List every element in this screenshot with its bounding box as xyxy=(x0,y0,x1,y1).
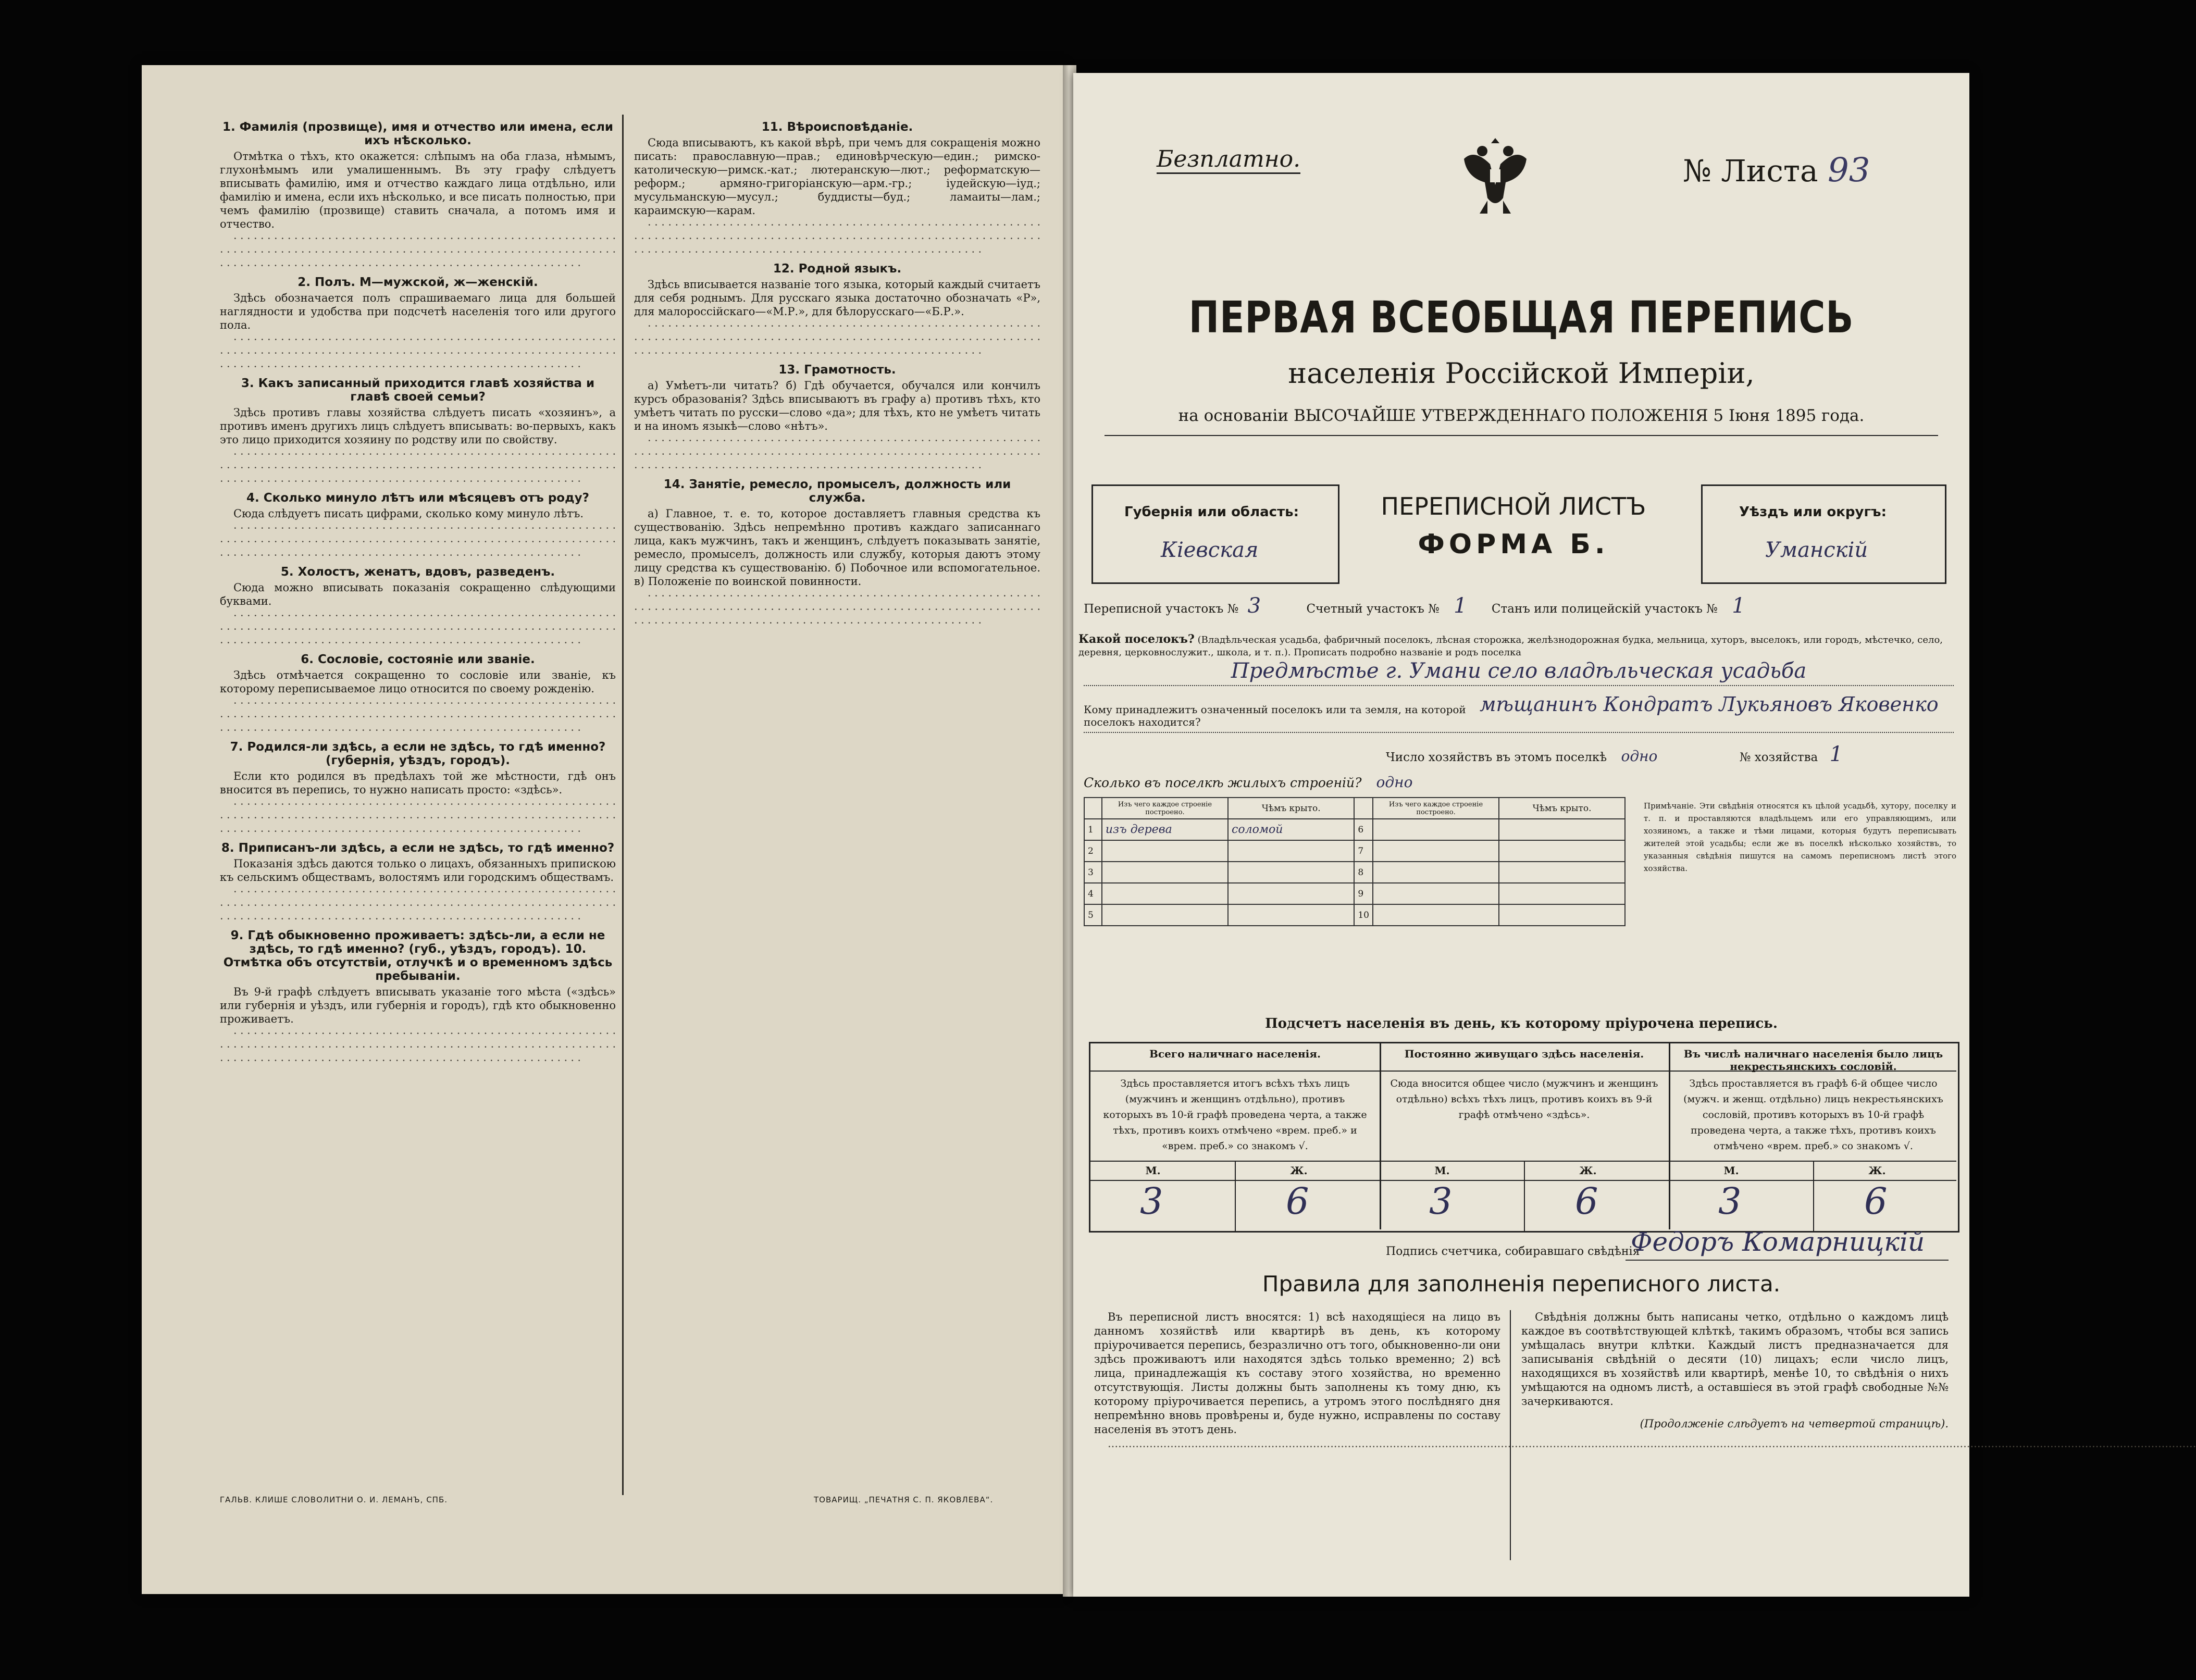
col1-heading: 6. Сословіе, состояніе или званіе. xyxy=(301,653,535,666)
building-row-number: 10 xyxy=(1354,904,1373,926)
header-rule xyxy=(1105,435,1938,436)
rules-continued: (Продолженіе слѣдуетъ на четвертой страницѣ). xyxy=(1640,1417,1949,1430)
stan-label: Станъ или полицейскій участокъ № xyxy=(1491,602,1718,616)
male-label: М. xyxy=(1723,1164,1739,1177)
household-no-value: 1 xyxy=(1829,742,1843,766)
col1-filler-text: · · · · · · · · · · · · · · · · · · · · · · · · · · · · · · · · · · · · · · · · · · · · · · · · · · · · · · · · · · · · · · · · · · · · · · · · · · · · · · · · · · · · · · · · · · · · · · · · · · · · · · · · · · · · · · · · · · · · · · · · · · · · · · · · · · · · · · · · · · · · · · · · · · · · · · · · · · · · · · · · · · · · · · · · · · xyxy=(220,609,616,649)
col1-heading: 1. Фамилія (прозвище), имя и отчество или имена, если ихъ нѣсколько. xyxy=(222,120,614,147)
col1-text: Сюда слѣдуетъ писать цифрами, сколько кому минуло лѣтъ. xyxy=(233,507,584,520)
settlement-value: Предмѣстье г. Умани село владѣльческая усадьба xyxy=(1231,659,1807,683)
buildings-col-built-2: Изъ чего каждое строеніе построено. xyxy=(1373,798,1499,819)
census-district-value: 3 xyxy=(1247,594,1261,618)
form-title: ПЕРЕПИСНОЙ ЛИСТЪ xyxy=(1381,492,1646,520)
col1-filler-text: · · · · · · · · · · · · · · · · · · · · · · · · · · · · · · · · · · · · · · · · · · · · · · · · · · · · · · · · · · · · · · · · · · · · · · · · · · · · · · · · · · · · · · · · · · · · · · · · · · · · · · · · · · · · · · · · · · · · · · · · · · · · · · · · · · · · · · · · · · · · · · · · · · · · · · · · · · · · · · · · · · · · · · · · · · xyxy=(220,798,616,838)
building-material xyxy=(1373,904,1499,926)
building-row-number: 1 xyxy=(1084,819,1102,840)
building-material xyxy=(1373,819,1499,840)
building-material xyxy=(1102,883,1228,904)
female-label: Ж. xyxy=(1579,1164,1597,1177)
settlement-hint: (Владѣльческая усадьба, фабричный поселокъ, лѣсная сторожка, желѣзнодорожная будка, мельница, хуторъ, выселокъ, или городъ, мѣстечко, село, деревня, церковнослужит., школа, и т. п.). Прописать подробно названіе и родъ поселка xyxy=(1078,634,1943,658)
districts-row xyxy=(1084,594,1964,618)
building-roof xyxy=(1228,862,1354,883)
rules-right-paragraph: Свѣдѣнія должны быть написаны четко, отдѣльно о каждомъ лицѣ каждое въ соотвѣтствующей клѣткѣ, такимъ образомъ, чтобы вся запись умѣщалась внутри клѣтки. Каждый листъ предназначается для записыванія свѣдѣній о десяти (10) лицахъ; если число лицъ, находящихся въ хозяйствѣ или квартирѣ, менѣе 10, то свѣдѣнія о нихъ умѣщаются на одномъ листѣ, а оставшіеся въ этой графѣ свободные №№ зачеркиваются. xyxy=(1521,1311,1949,1408)
count-district-label: Счетный участокъ № xyxy=(1306,602,1440,616)
rules-left-paragraph: Въ переписной листъ вносятся: 1) всѣ находящіеся на лицо въ данномъ хозяйствѣ или квартирѣ въ день, къ которому пріурочивается перепись, безразлично отъ того, обыкновенно-ли они здѣсь проживаютъ или находятся здѣсь только временно; 2) всѣ лица, принадлежащія къ составу этого хозяйства, но временно отсутствующія. Листы должны быть заполнены къ тому дню, къ которому пріурочивается перепись, а утромъ этого послѣдняго дня непремѣнно вновь провѣрены и, буде нужно, исправлены по составу населенія въ этотъ день. xyxy=(1094,1311,1500,1436)
buildings-row xyxy=(1084,774,1412,791)
buildings-col-roof: Чѣмъ крыто. xyxy=(1228,798,1354,819)
count-column-heading: Въ числѣ наличнаго населенія было лицъ некрестьянскихъ сословій. xyxy=(1683,1048,1943,1073)
male-count: 3 xyxy=(1718,1180,1742,1223)
rules-divider xyxy=(1510,1310,1511,1560)
col1-text: Показанія здѣсь даются только о лицахъ, обязанныхъ припискою къ сельскимъ обществамъ, волостямъ или городскимъ обществамъ. xyxy=(220,857,616,883)
count-column-description: Сюда вносится общее число (мужчинъ и женщинъ отдѣльно) всѣхъ тѣхъ лицъ, противъ коихъ въ 9-й графѣ отмѣчено «здѣсь». xyxy=(1390,1078,1658,1121)
sheet-number-value: 93 xyxy=(1827,151,1870,190)
building-material xyxy=(1102,840,1228,862)
stan-value: 1 xyxy=(1732,594,1745,618)
pc-sex-rule xyxy=(1089,1161,1956,1162)
owner-line xyxy=(1084,732,1954,733)
col1-heading: 4. Сколько минуло лѣтъ или мѣсяцевъ отъ роду? xyxy=(246,491,589,505)
pc-divider-1 xyxy=(1380,1042,1381,1229)
pc-divider-2 xyxy=(1669,1042,1670,1229)
building-row-number: 7 xyxy=(1354,840,1373,862)
form-legal-basis: на основаніи ВЫСОЧАЙШЕ УТВЕРЖДЕННАГО ПОЛОЖЕНІЯ 5 Іюня 1895 года. xyxy=(1178,406,1865,425)
sheet-number xyxy=(1683,151,1870,190)
building-row-number: 5 xyxy=(1084,904,1102,926)
settlement-label: Какой поселокъ? xyxy=(1078,632,1195,646)
female-label: Ж. xyxy=(1290,1164,1308,1177)
col1-heading: 8. Приписанъ-ли здѣсь, а если не здѣсь, то гдѣ именно? xyxy=(221,841,615,855)
owner-label: Кому принадлежитъ означенный поселокъ или та земля, на которой поселокъ находится? xyxy=(1084,703,1466,728)
building-material xyxy=(1373,840,1499,862)
column-divider xyxy=(622,115,624,1495)
form-subtitle: населенія Россійской Имперіи, xyxy=(1288,357,1755,390)
building-row-number: 9 xyxy=(1354,883,1373,904)
count-column-description: Здѣсь проставляется итогъ всѣхъ тѣхъ лицъ (мужчинъ и женщинъ отдѣльно), противъ которыхъ въ 10-й графѣ проведена черта, а также тѣхъ, противъ коихъ отмѣчено «врем. преб.» и «врем. преб.» со знакомъ √. xyxy=(1103,1078,1367,1152)
col2-filler-text: · · · · · · · · · · · · · · · · · · · · · · · · · · · · · · · · · · · · · · · · · · · · · · · · · · · · · · · · · · · · · · · · · · · · · · · · · · · · · · · · · · · · · · · · · · · · · · · · · · · · · · · · · · · · · · · · · · · · · · · · · · · · · · · · · · · · · · · · · · · · · · · · · · · · · · · · · · · · · · · · · · · · · · · · · · xyxy=(634,590,1040,629)
col1-heading: 5. Холостъ, женатъ, вдовъ, разведенъ. xyxy=(280,565,555,579)
col1-text: Въ 9-й графѣ слѣдуетъ вписывать указаніе того мѣста («здѣсь» или губернія и уѣздъ, или губернія и городъ), гдѣ кто обыкновенно проживаетъ. xyxy=(220,986,616,1025)
building-roof xyxy=(1499,904,1625,926)
col1-heading: 3. Какъ записанный приходится главѣ хозяйства и главѣ своей семьи? xyxy=(241,377,595,404)
left-page xyxy=(142,65,1064,1594)
buildings-col-built: Изъ чего каждое строеніе построено. xyxy=(1102,798,1228,819)
col2-filler-text: · · · · · · · · · · · · · · · · · · · · · · · · · · · · · · · · · · · · · · · · · · · · · · · · · · · · · · · · · · · · · · · · · · · · · · · · · · · · · · · · · · · · · · · · · · · · · · · · · · · · · · · · · · · · · · · · · · · · · · · · · · · · · · · · · · · · · · · · · · · · · · · · · · · · · · · · · · · · · · · · · · · · · · · · · · xyxy=(634,320,1040,359)
double-headed-eagle-icon xyxy=(1454,128,1537,219)
gubernia-box xyxy=(1091,484,1339,584)
col2-text: Сюда вписываютъ, къ какой вѣрѣ, при чемъ для сокращенія можно писать: православную—прав.; единовѣрческую—един.; римско-католическую—римск.-кат.; лютеранскую—лют.; реформатскую—реформ.; армяно-григоріанскую—арм.-гр.; іудейскую—іуд.; мусульманскую—мусул.; буддисты—буд.; ламаиты—лам.; караимскую—карам. xyxy=(634,136,1040,217)
form-title-box xyxy=(1342,484,1685,581)
female-count: 6 xyxy=(1286,1180,1309,1223)
female-count: 6 xyxy=(1864,1180,1888,1223)
sheet-number-label: № Листа xyxy=(1683,153,1818,189)
gubernia-value: Кіевская xyxy=(1161,538,1259,562)
col1-filler-text: · · · · · · · · · · · · · · · · · · · · · · · · · · · · · · · · · · · · · · · · · · · · · · · · · · · · · · · · · · · · · · · · · · · · · · · · · · · · · · · · · · · · · · · · · · · · · · · · · · · · · · · · · · · · · · · · · · · · · · · · · · · · · · · · · · · · · · · · · · · · · · · · · · · · · · · · · · · · · · · · · · · · · · · · · · xyxy=(220,522,616,562)
printer-footer-right: ТОВАРИЩ. „ПЕЧАТНЯ С. П. ЯКОВЛЕВА“. xyxy=(814,1495,994,1504)
building-roof xyxy=(1228,904,1354,926)
building-roof xyxy=(1499,840,1625,862)
form-code: ФОРМА Б. xyxy=(1418,529,1609,560)
population-count-table xyxy=(1089,1042,1959,1233)
count-district-value: 1 xyxy=(1454,594,1467,618)
building-material: изъ дерева xyxy=(1102,819,1228,840)
building-roof xyxy=(1499,819,1625,840)
buildings-value: одно xyxy=(1376,774,1413,791)
male-count: 3 xyxy=(1140,1180,1163,1223)
census-district-label: Переписной участокъ № xyxy=(1084,602,1239,616)
building-row xyxy=(1084,904,1625,926)
col1-filler-text: · · · · · · · · · · · · · · · · · · · · · · · · · · · · · · · · · · · · · · · · · · · · · · · · · · · · · · · · · · · · · · · · · · · · · · · · · · · · · · · · · · · · · · · · · · · · · · · · · · · · · · · · · · · · · · · · · · · · · · · · · · · · · · · · · · · · · · · · · · · · · · · · · · · · · · · · · · · · · · · · · · · · · · · · · · xyxy=(220,697,616,737)
settlement-row xyxy=(1078,633,1959,659)
households-row xyxy=(1386,742,1843,766)
count-column-heading: Постоянно живущаго здѣсь населенія. xyxy=(1404,1048,1644,1060)
col1-filler-text: · · · · · · · · · · · · · · · · · · · · · · · · · · · · · · · · · · · · · · · · · · · · · · · · · · · · · · · · · · · · · · · · · · · · · · · · · · · · · · · · · · · · · · · · · · · · · · · · · · · · · · · · · · · · · · · · · · · · · · · · · · · · · · · · · · · · · · · · · · · · · · · · · · · · · · · · · · · · · · · · · · · · · · · · · · xyxy=(220,232,616,272)
buildings-table xyxy=(1084,797,1626,926)
sex-divider xyxy=(1235,1161,1236,1231)
col2-filler-text: · · · · · · · · · · · · · · · · · · · · · · · · · · · · · · · · · · · · · · · · · · · · · · · · · · · · · · · · · · · · · · · · · · · · · · · · · · · · · · · · · · · · · · · · · · · · · · · · · · · · · · · · · · · · · · · · · · · · · · · · · · · · · · · · · · · · · · · · · · · · · · · · · · · · · · · · · · · · · · · · · · · · · · · · · · xyxy=(634,219,1040,258)
male-label: М. xyxy=(1434,1164,1450,1177)
rules-left-filler: ......................................................................................................................................................................................................................................................................................................................... xyxy=(1108,1437,2196,1450)
building-material xyxy=(1373,883,1499,904)
printer-footer-left: ГАЛЬВ. КЛИШЕ СЛОВОЛИТНИ О. И. ЛЕМАНЪ, СПБ. xyxy=(220,1495,448,1504)
col2-heading: 11. Вѣроисповѣданіе. xyxy=(761,120,913,134)
building-row xyxy=(1084,862,1625,883)
col2-heading: 14. Занятіе, ремесло, промыселъ, должность или служба. xyxy=(663,478,1011,505)
col1-filler-text: · · · · · · · · · · · · · · · · · · · · · · · · · · · · · · · · · · · · · · · · · · · · · · · · · · · · · · · · · · · · · · · · · · · · · · · · · · · · · · · · · · · · · · · · · · · · · · · · · · · · · · · · · · · · · · · · · · · · · · · · · · · · · · · · · · · · · · · · · · · · · · · · · · · · · · · · · · · · · · · · · · · · · · · · · · xyxy=(220,1027,616,1067)
building-row-number: 8 xyxy=(1354,862,1373,883)
building-row-number: 6 xyxy=(1354,819,1373,840)
col1-heading: 2. Полъ. М—мужской, ж—женскій. xyxy=(297,276,538,289)
buildings-note: Примѣчаніе. Эти свѣдѣнія относятся къ цѣлой усадьбѣ, хутору, поселку и т. п. и проставляются владѣльцемъ или его управляющимъ, или хозяиномъ, а также и тѣми лицами, которыя будутъ переписывать жителей этой усадьбы; если же въ поселкѣ нѣсколько хозяйствъ, то указанныя свѣдѣнія пишутся на самомъ переписномъ листѣ этого хозяйства. xyxy=(1644,801,1956,873)
col2-text: Здѣсь вписывается названіе того языка, который каждый считаетъ для себя роднымъ. Для русскаго языка достаточно обозначать «Р», для малороссійскаго—«М.Р.», для бѣлорусскаго—«Б.Р.». xyxy=(634,278,1040,318)
rules-right-text xyxy=(1521,1310,1949,1560)
male-label: М. xyxy=(1145,1164,1161,1177)
col1-text: Здѣсь обозначается полъ спрашиваемаго лица для большей наглядности и удобства при подсчетѣ населенія того или другого пола. xyxy=(220,292,616,331)
households-value: одно xyxy=(1621,748,1658,765)
building-material xyxy=(1102,904,1228,926)
building-row-number: 4 xyxy=(1084,883,1102,904)
building-row-number: 2 xyxy=(1084,840,1102,862)
count-column-heading: Всего наличнаго населенія. xyxy=(1149,1048,1321,1060)
building-material xyxy=(1102,862,1228,883)
signature-label: Подпись счетчика, собиравшаго свѣдѣнія xyxy=(1386,1245,1640,1258)
sex-divider xyxy=(1524,1161,1525,1231)
col1-text: Здѣсь противъ главы хозяйства слѣдуетъ писать «хозяинъ», а противъ именъ другихъ лицъ слѣдуетъ вписывать: во-первыхъ, какъ это лицо приходится хозяину по родству или по свойству. xyxy=(220,406,616,446)
col2-filler-text: · · · · · · · · · · · · · · · · · · · · · · · · · · · · · · · · · · · · · · · · · · · · · · · · · · · · · · · · · · · · · · · · · · · · · · · · · · · · · · · · · · · · · · · · · · · · · · · · · · · · · · · · · · · · · · · · · · · · · · · · · · · · · · · · · · · · · · · · · · · · · · · · · · · · · · · · · · · · · · · · · · · · · · · · · · xyxy=(634,434,1040,474)
instructions-column-2 xyxy=(634,117,1040,1482)
form-main-title: ПЕРВАЯ ВСЕОБЩАЯ ПЕРЕПИСЬ xyxy=(1188,292,1854,343)
col2-heading: 12. Родной языкъ. xyxy=(773,262,902,276)
female-label: Ж. xyxy=(1868,1164,1886,1177)
population-count-title: Подсчетъ населенія въ день, къ которому пріурочена перепись. xyxy=(1265,1016,1778,1031)
rules-title: Правила для заполненія переписного листа. xyxy=(1262,1271,1781,1297)
building-material xyxy=(1373,862,1499,883)
col2-heading: 13. Грамотность. xyxy=(778,363,896,377)
building-row xyxy=(1084,883,1625,904)
building-roof: соломой xyxy=(1228,819,1354,840)
col2-text: а) Главное, т. е. то, которое доставляетъ главныя средства къ существованію. Здѣсь непремѣнно противъ каждаго записаннаго лица, какъ мужчинъ, такъ и женщинъ, слѣдуетъ показывать занятіе, ремесло, промыселъ, должность или службу, которыя даютъ этому лицу средства къ существованію. б) Побочное или вспомогательное. в) Положеніе по воинской повинности. xyxy=(634,507,1040,588)
signature-value: Федоръ Комарницкій xyxy=(1631,1227,1925,1257)
col1-filler-text: · · · · · · · · · · · · · · · · · · · · · · · · · · · · · · · · · · · · · · · · · · · · · · · · · · · · · · · · · · · · · · · · · · · · · · · · · · · · · · · · · · · · · · · · · · · · · · · · · · · · · · · · · · · · · · · · · · · · · · · · · · · · · · · · · · · · · · · · · · · · · · · · · · · · · · · · · · · · · · · · · · · · · · · · · · xyxy=(220,333,616,373)
col1-text: Отмѣтка о тѣхъ, кто окажется: слѣпымъ на оба глаза, нѣмымъ, глухонѣмымъ или умалишеннымъ. Въ эту графу слѣдуетъ вписывать фамилію, имя и отчество каждаго лица отдѣльно, или фамилію и имена, если ихъ нѣсколько, и все писать полностью, при чемъ фамилію (прозвище) ставить сначала, а потомъ имя и отчество. xyxy=(220,150,616,230)
building-roof xyxy=(1499,883,1625,904)
male-count: 3 xyxy=(1429,1180,1453,1223)
col1-text: Здѣсь отмѣчается сокращенно то сословіе или званіе, къ которому переписываемое лицо относится по своему рожденію. xyxy=(220,669,616,695)
owner-value: мѣщанинъ Кондратъ Лукьяновъ Яковенко xyxy=(1480,693,1939,716)
buildings-col-roof-2: Чѣмъ крыто. xyxy=(1499,798,1625,819)
sex-divider xyxy=(1813,1161,1814,1231)
instructions-column-1 xyxy=(220,117,616,1482)
building-roof xyxy=(1499,862,1625,883)
col1-filler-text: · · · · · · · · · · · · · · · · · · · · · · · · · · · · · · · · · · · · · · · · · · · · · · · · · · · · · · · · · · · · · · · · · · · · · · · · · · · · · · · · · · · · · · · · · · · · · · · · · · · · · · · · · · · · · · · · · · · · · · · · · · · · · · · · · · · · · · · · · · · · · · · · · · · · · · · · · · · · · · · · · · · · · · · · · · xyxy=(220,886,616,925)
buildings-label: Сколько въ поселкѣ жилыхъ строеній? xyxy=(1084,775,1362,790)
female-count: 6 xyxy=(1575,1180,1598,1223)
col1-text: Сюда можно вписывать показанія сокращенно слѣдующими буквами. xyxy=(220,581,616,607)
signature-line xyxy=(1626,1260,1949,1261)
uezd-box xyxy=(1701,484,1946,584)
building-roof xyxy=(1228,883,1354,904)
col2-text: а) Умѣетъ-ли читать? б) Гдѣ обучается, обучался или кончилъ курсъ образованія? Здѣсь вписываютъ въ графу а) противъ тѣхъ, кто умѣетъ читать по русски—слово «да»; для тѣхъ, кто не умѣетъ читать и на иномъ языкѣ—слово «нѣтъ». xyxy=(634,379,1040,432)
uezd-value: Уманскій xyxy=(1765,538,1868,562)
household-no-label: № хозяйства xyxy=(1739,751,1818,764)
building-row xyxy=(1084,819,1625,840)
free-label: Безплатно. xyxy=(1157,146,1300,174)
col1-heading: 9. Гдѣ обыкновенно проживаетъ: здѣсь-ли, а если не здѣсь, то гдѣ именно? (губ., уѣздъ, городъ). 10. Отмѣтка объ отсутствіи, отлучкѣ и о временномъ здѣсь пребываніи. xyxy=(223,929,613,983)
building-roof xyxy=(1228,840,1354,862)
count-column-description: Здѣсь проставляется въ графѣ 6-й общее число (мужч. и женщ. отдѣльно) лицъ некрестьянскихъ сословій, противъ которыхъ въ 10-й графѣ проведена черта, а также тѣхъ, противъ коихъ отмѣчено «врем. преб.» со знакомъ √. xyxy=(1683,1078,1943,1152)
uezd-label: Уѣздъ или округъ: xyxy=(1739,504,1887,520)
households-label: Число хозяйствъ въ этомъ поселкѣ xyxy=(1386,751,1607,764)
pc-value-rule xyxy=(1089,1180,1956,1181)
col1-heading: 7. Родился-ли здѣсь, а если не здѣсь, то гдѣ именно? (губернія, уѣздъ, городъ). xyxy=(230,740,606,767)
col1-filler-text: · · · · · · · · · · · · · · · · · · · · · · · · · · · · · · · · · · · · · · · · · · · · · · · · · · · · · · · · · · · · · · · · · · · · · · · · · · · · · · · · · · · · · · · · · · · · · · · · · · · · · · · · · · · · · · · · · · · · · · · · · · · · · · · · · · · · · · · · · · · · · · · · · · · · · · · · · · · · · · · · · · · · · · · · · · xyxy=(220,448,616,488)
right-page xyxy=(1073,73,2196,1597)
gubernia-label: Губернія или область: xyxy=(1124,504,1299,520)
settlement-line xyxy=(1084,685,1954,686)
building-row xyxy=(1084,840,1625,862)
col1-text: Если кто родился въ предѣлахъ той же мѣстности, гдѣ онъ вносится въ перепись, то нужно написать просто: «здѣсь». xyxy=(220,770,616,796)
building-row-number: 3 xyxy=(1084,862,1102,883)
